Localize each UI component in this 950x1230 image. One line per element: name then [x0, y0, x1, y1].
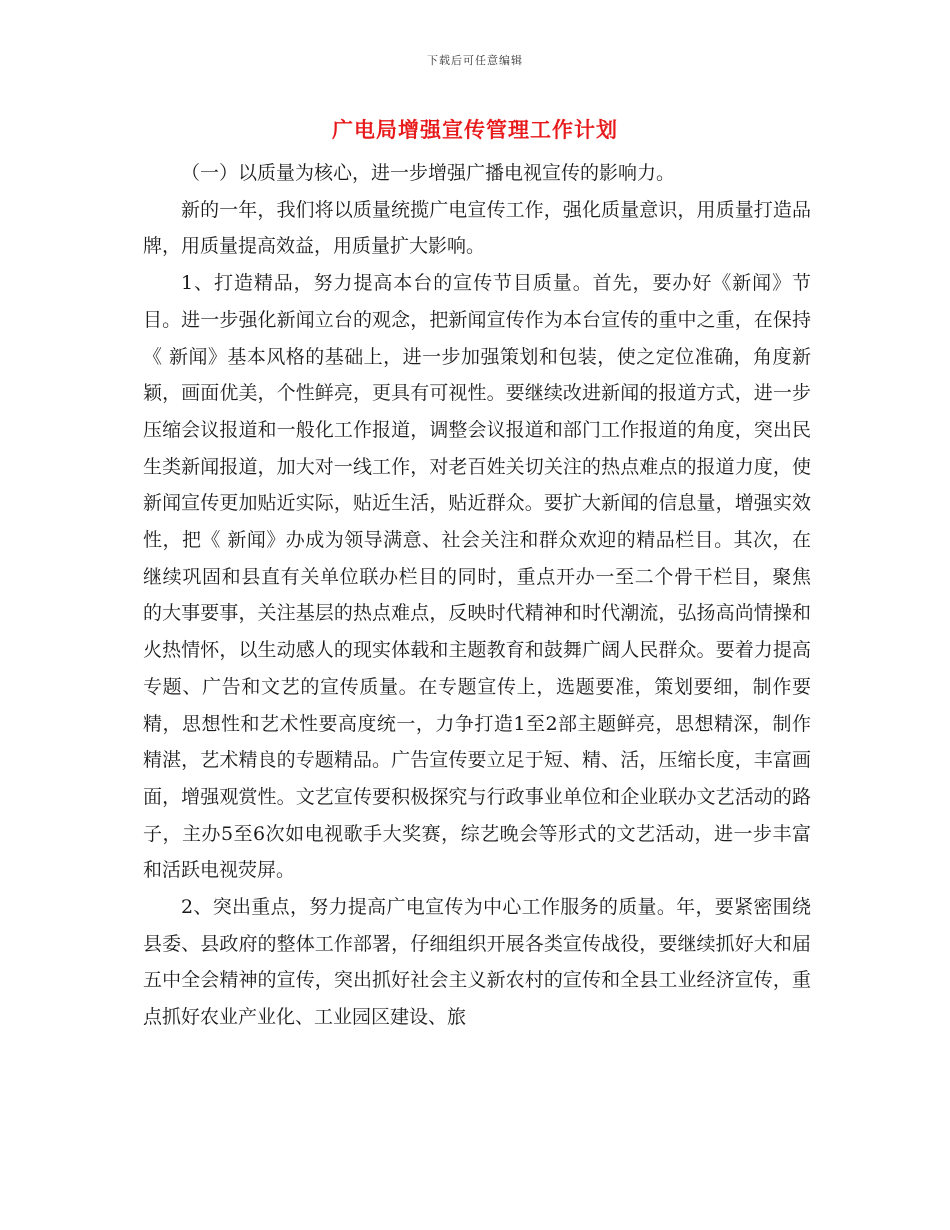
document-title: 广电局增强宣传管理工作计划	[332, 118, 618, 142]
document-body	[143, 155, 811, 1036]
section-heading: （一）以质量为核心，进一步增强广播电视宣传的影响力。	[181, 162, 676, 184]
header-note: 下载后可任意编辑	[427, 54, 523, 67]
paragraph: 新的一年，我们将以质量统揽广电宣传工作，强化质量意识，用质量打造品牌，用质量提高效益，用质量扩大影响。	[143, 198, 811, 258]
paragraph: 1、打造精品，努力提高本台的宣传节目质量。首先，要办好《新闻》节目。进一步强化新闻立台的观念，把新闻宣传作为本台宣传的重中之重，在保持《 新闻》基本风格的基础上，进一步加强策划和包装，使之定位准确，角度新颖，画面优美，个性鲜亮，更具有可视性。要继续改进新闻的报道方式，进一步压缩会议报道和一般化工作报道，调整会议报道和部门工作报道的角度，突出民生类新闻报道，加大对一线工作，对老百姓关切关注的热点难点的报道力度，使新闻宣传更加贴近实际，贴近生活，贴近群众。要扩大新闻的信息量，增强实效性，把《 新闻》办成为领导满意、社会关注和群众欢迎的精品栏目。其次，在继续巩固和县直有关单位联办栏目的同时，重点开办一至二个骨干栏目，聚焦 的大事要事，关注基层的热点难点，反映时代精神和时代潮流，弘扬高尚情操和火热情怀，以生动感人的现实体载和主题教育和鼓舞广阔人民群众。要着力提高专题、广告和文艺的宣传质量。在专题宣传上，选题要准，策划要细，制作要精，思想性和艺术性要高度统一，力争打造1至2部主题鲜亮，思想精深，制作精湛，艺术精良的专题精品。广告宣传要立足于短、精、活，压缩长度，丰富画面，增强观赏性。文艺宣传要积极探究与行政事业单位和企业联办文艺活动的路子，主办5至6次如电视歌手大奖赛，综艺晚会等形式的文艺活动，进一步丰富和活跃电视荧屏。	[143, 272, 811, 882]
paragraph: 2、突出重点，努力提高广电宣传为中心工作服务的质量。年，要紧密围绕县委、县政府的整体工作部署，仔细组织开展各类宣传战役，要继续抓好大和届五中全会精神的宣传，突出抓好社会主义新农村的宣传和全县工业经济宣传，重点抓好农业产业化、工业园区建设、旅	[143, 896, 811, 1029]
